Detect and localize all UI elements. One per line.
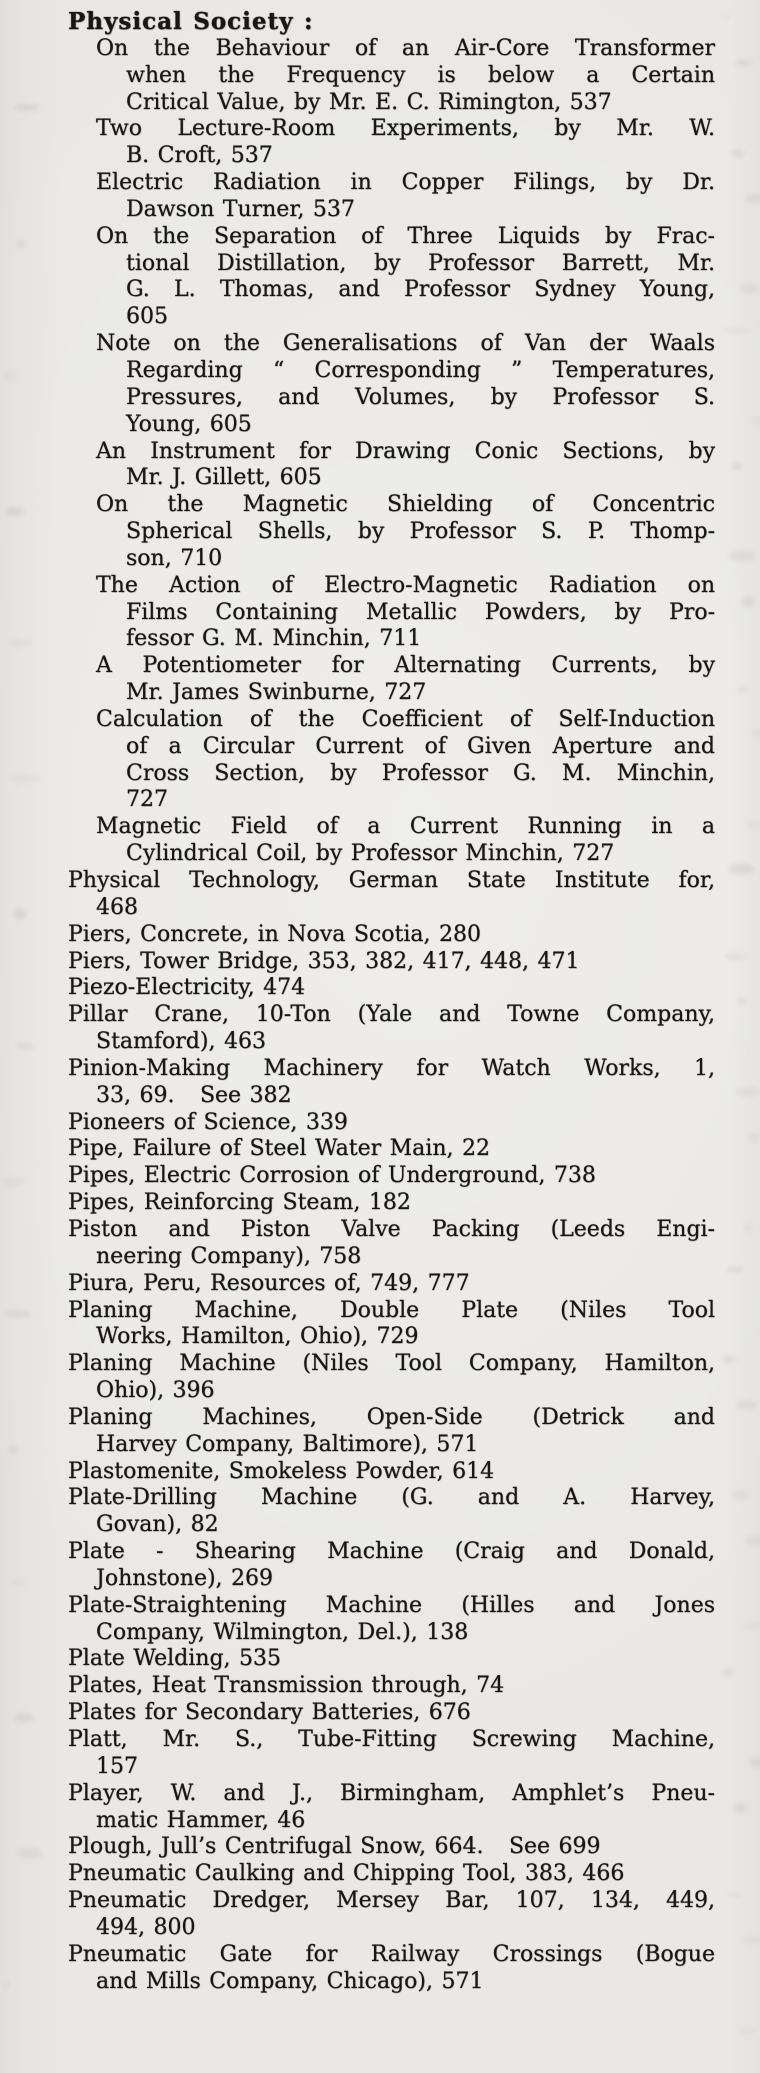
index-entry xyxy=(68,1217,715,1271)
index-entry-line: Platt, Mr. S., Tube-Fitting Screwing Machine, xyxy=(68,1727,715,1752)
index-entry xyxy=(68,439,715,493)
scan-speck xyxy=(8,1445,18,1454)
scan-speck xyxy=(744,194,760,203)
scan-speck xyxy=(747,1133,760,1142)
scan-speck xyxy=(749,417,760,424)
index-entry-line: The Action of Electro-Magnetic Radiation on xyxy=(96,572,715,598)
index-entry-line: Note on the Generalisations of Van der Waals xyxy=(96,331,715,357)
index-entry xyxy=(68,922,715,949)
index-entry-line: A Potentiometer for Alternating Currents, by xyxy=(96,653,715,679)
scan-speck xyxy=(741,1937,760,1943)
index-entry xyxy=(68,492,715,573)
index-entry-line: Spherical Shells, by Professor S. P. Thomp- xyxy=(126,519,715,545)
scan-speck xyxy=(728,1892,740,1897)
index-entry xyxy=(68,36,715,117)
index-entry-line: Two Lecture-Room Experiments, by Mr. W. xyxy=(96,116,715,142)
index-entry-line: Piezo-Electricity, 474 xyxy=(68,975,306,1001)
index-entry-line: On the Magnetic Shielding of Concentric xyxy=(96,492,715,518)
index-entry xyxy=(68,1593,715,1647)
index-entry-line: Piers, Concrete, in Nova Scotia, 280 xyxy=(68,921,481,947)
scan-speck xyxy=(740,1624,760,1630)
scan-speck xyxy=(17,1848,42,1859)
index-entry xyxy=(68,1942,715,1996)
index-entry-line: An Instrument for Drawing Conic Sections, by xyxy=(96,438,715,464)
index-entry xyxy=(68,1673,715,1700)
index-entry-line: Electric Radiation in Copper Filings, by Dr. xyxy=(96,170,715,196)
index-entry xyxy=(68,1727,715,1781)
scan-speck xyxy=(17,1043,34,1050)
index-entry xyxy=(68,814,715,868)
index-entry-line: Govan), 82 xyxy=(96,1512,219,1538)
index-entry-line: when the Frequency is below a Certain xyxy=(126,62,715,88)
index-entry-line: Pneumatic Dredger, Mersey Bar, 107, 134, 449, xyxy=(68,1888,715,1914)
index-entry-line: G. L. Thomas, and Professor Sydney Young, xyxy=(126,277,715,303)
index-entry-line: Pioneers of Science, 339 xyxy=(68,1109,348,1135)
scan-speck xyxy=(726,1267,744,1272)
index-entry-line: Young, 605 xyxy=(126,411,252,437)
index-entry xyxy=(68,868,715,922)
index-entry-line: B. Croft, 537 xyxy=(126,143,273,169)
index-entry-line: Calculation of the Coefficient of Self-Induction xyxy=(96,706,715,732)
index-entry xyxy=(68,1351,715,1405)
scan-speck xyxy=(11,775,40,783)
index-entry-line: Regarding “ Corresponding ” Temperatures, xyxy=(126,357,715,383)
index-entry-line: of a Circular Current of Given Aperture and xyxy=(126,733,715,759)
index-entry-line: Company, Wilmington, Del.), 138 xyxy=(96,1619,469,1645)
scan-speck xyxy=(722,1356,736,1363)
scan-speck xyxy=(2,1982,10,1989)
index-entry-line: Planing Machine, Double Plate (Niles Tool xyxy=(68,1297,715,1323)
index-entry-line: Piston and Piston Valve Packing (Leeds Engi- xyxy=(68,1216,715,1242)
index-entry xyxy=(68,1700,715,1727)
scan-speck xyxy=(8,641,32,646)
scan-speck xyxy=(11,1580,26,1585)
scan-speck xyxy=(732,462,742,470)
index-column xyxy=(68,9,715,1995)
index-section-heading: Physical Society : xyxy=(68,8,314,35)
index-entry xyxy=(68,224,715,331)
index-entry xyxy=(68,1539,715,1593)
index-entry xyxy=(68,1056,715,1110)
scan-speck xyxy=(735,60,752,66)
index-entry-line: 494, 800 xyxy=(96,1914,196,1940)
index-entry-line: On the Separation of Three Liquids by Frac- xyxy=(96,223,715,249)
index-entry xyxy=(68,1405,715,1459)
index-entry-line: Plate - Shearing Machine (Craig and Donald, xyxy=(68,1539,715,1565)
index-entry xyxy=(68,1190,715,1217)
scan-speck xyxy=(17,239,26,249)
index-entry-line: Plates, Heat Transmission through, 74 xyxy=(68,1673,505,1699)
index-entry xyxy=(68,1163,715,1190)
index-entry-line: Stamford), 463 xyxy=(96,1029,266,1055)
scan-speck xyxy=(729,864,754,874)
index-entry-line: Works, Hamilton, Ohio), 729 xyxy=(96,1324,419,1350)
index-entry xyxy=(68,1485,715,1539)
index-entry xyxy=(68,1888,715,1942)
scan-speck xyxy=(741,596,756,607)
index-entry xyxy=(68,331,715,438)
scan-speck xyxy=(732,1803,748,1813)
index-entry xyxy=(68,170,715,224)
index-entry-line: neering Company), 758 xyxy=(96,1243,362,1269)
index-entry xyxy=(68,653,715,707)
index-entry xyxy=(68,707,715,814)
scan-speck xyxy=(750,730,760,737)
scan-speck xyxy=(743,1222,752,1233)
index-entry-line: Pinion-Making Machinery for Watch Works, 1, xyxy=(68,1055,715,1081)
index-entry-line: Mr. J. Gillett, 605 xyxy=(126,465,322,491)
index-entry-line: Cylindrical Coil, by Professor Minchin, 727 xyxy=(126,841,615,867)
scan-speck xyxy=(737,686,748,692)
index-entry xyxy=(68,1136,715,1163)
index-entry-line: Plough, Jull’s Centrifugal Snow, 664. See 699 xyxy=(68,1834,601,1860)
index-entry-line: Magnetic Field of a Current Running in a xyxy=(96,814,715,840)
scan-speck xyxy=(14,1714,34,1722)
index-entry xyxy=(68,1459,715,1486)
scan-speck xyxy=(14,104,40,111)
index-entry-line: Planing Machines, Open-Side (Detrick and xyxy=(68,1404,715,1430)
scan-speck xyxy=(735,1401,758,1409)
scan-speck xyxy=(749,1758,760,1767)
index-entry-line: Plate Welding, 535 xyxy=(68,1646,282,1672)
scan-speck xyxy=(725,954,746,959)
index-entry xyxy=(68,1834,715,1861)
index-entry-line: 157 xyxy=(96,1753,138,1779)
index-entry-line: Pipes, Reinforcing Steam, 182 xyxy=(68,1190,411,1216)
index-entry-line: Critical Value, by Mr. E. C. Rimington, 537 xyxy=(126,89,612,115)
scan-speck xyxy=(746,820,760,829)
index-entry-line: Piura, Peru, Resources of, 749, 777 xyxy=(68,1270,470,1296)
index-entry-line: Pressures, and Volumes, by Professor S. xyxy=(126,384,715,410)
scan-speck xyxy=(723,1669,734,1676)
scan-speck xyxy=(731,1490,750,1500)
scan-speck xyxy=(5,507,24,516)
scan-speck xyxy=(734,1088,760,1096)
index-entry-line: Plate-Straightening Machine (Hilles and Jones xyxy=(68,1592,715,1618)
scan-speck xyxy=(5,1311,32,1317)
index-entry-line: Mr. James Swinburne, 727 xyxy=(126,680,427,706)
index-entry-line: 727 xyxy=(126,787,168,813)
index-entry-line: Harvey Company, Baltimore), 571 xyxy=(96,1431,479,1457)
index-entry-line: Dawson Turner, 537 xyxy=(126,196,355,222)
index-entry-line: Pipes, Electric Corrosion of Underground, 738 xyxy=(68,1163,596,1189)
index-entry xyxy=(68,1646,715,1673)
index-entry xyxy=(68,1002,715,1056)
index-entry-line: Pipe, Failure of Steel Water Main, 22 xyxy=(68,1136,490,1162)
index-entry-line: Pneumatic Gate for Railway Crossings (Bogue xyxy=(68,1941,715,1967)
index-entry-line: Plate-Drilling Machine (G. and A. Harvey, xyxy=(68,1485,715,1511)
index-entry-line: matic Hammer, 46 xyxy=(96,1807,306,1833)
index-entry xyxy=(68,949,715,976)
index-entry xyxy=(68,1861,715,1888)
index-entry xyxy=(68,116,715,170)
index-entry-line: son, 710 xyxy=(126,545,223,571)
index-entry-line: On the Behaviour of an Air-Core Transformer xyxy=(96,35,715,61)
index-entry-line: Pillar Crane, 10-Ton (Yale and Towne Company, xyxy=(68,1002,715,1028)
index-entry xyxy=(68,573,715,654)
scan-speck xyxy=(740,283,758,294)
index-entry-line: Plastomenite, Smokeless Powder, 614 xyxy=(68,1458,495,1484)
scan-speck xyxy=(738,998,746,1004)
index-entry-line: Piers, Tower Bridge, 353, 382, 417, 448, 471 xyxy=(68,948,580,974)
index-entry-line: fessor G. M. Minchin, 711 xyxy=(126,626,422,652)
scan-speck xyxy=(728,551,756,561)
index-entry-line: and Mills Company, Chicago), 571 xyxy=(96,1968,484,1994)
index-entry-line: 33, 69. See 382 xyxy=(96,1082,292,1108)
index-entry-line: Pneumatic Caulking and Chipping Tool, 383, 466 xyxy=(68,1861,625,1887)
index-entry-line: 605 xyxy=(126,304,168,330)
scan-speck xyxy=(737,2027,754,2035)
index-entry xyxy=(68,1781,715,1835)
index-entry-line: Ohio), 396 xyxy=(96,1378,215,1404)
scan-speck xyxy=(14,909,26,920)
scan-speck xyxy=(2,373,16,379)
index-entry-line: Physical Technology, German State Institute for, xyxy=(68,868,715,893)
index-entry-line: Johnstone), 269 xyxy=(96,1565,274,1591)
index-entries xyxy=(68,36,715,1996)
index-entry-line: tional Distillation, by Professor Barrett, Mr. xyxy=(126,250,715,276)
index-entry-line: Cross Section, by Professor G. M. Minchin, xyxy=(126,760,715,786)
scan-speck xyxy=(2,1177,24,1187)
index-entry-line: Player, W. and J., Birmingham, Amphlet’s Pneu- xyxy=(68,1780,715,1806)
index-entry xyxy=(68,1271,715,1298)
index-entry xyxy=(68,1298,715,1352)
scan-speck xyxy=(731,149,744,157)
scan-speck xyxy=(723,328,750,333)
scan-speck xyxy=(744,1535,760,1546)
index-entry-line: Films Containing Metallic Powders, by Pro- xyxy=(126,599,715,625)
index-entry xyxy=(68,975,715,1002)
index-entry-line: Plates for Secondary Batteries, 676 xyxy=(68,1700,471,1726)
index-entry-line: 468 xyxy=(96,894,138,920)
scan-speck xyxy=(722,15,730,20)
index-entry-line: Planing Machine (Niles Tool Company, Hamilton, xyxy=(68,1351,715,1377)
index-entry xyxy=(68,1110,715,1137)
